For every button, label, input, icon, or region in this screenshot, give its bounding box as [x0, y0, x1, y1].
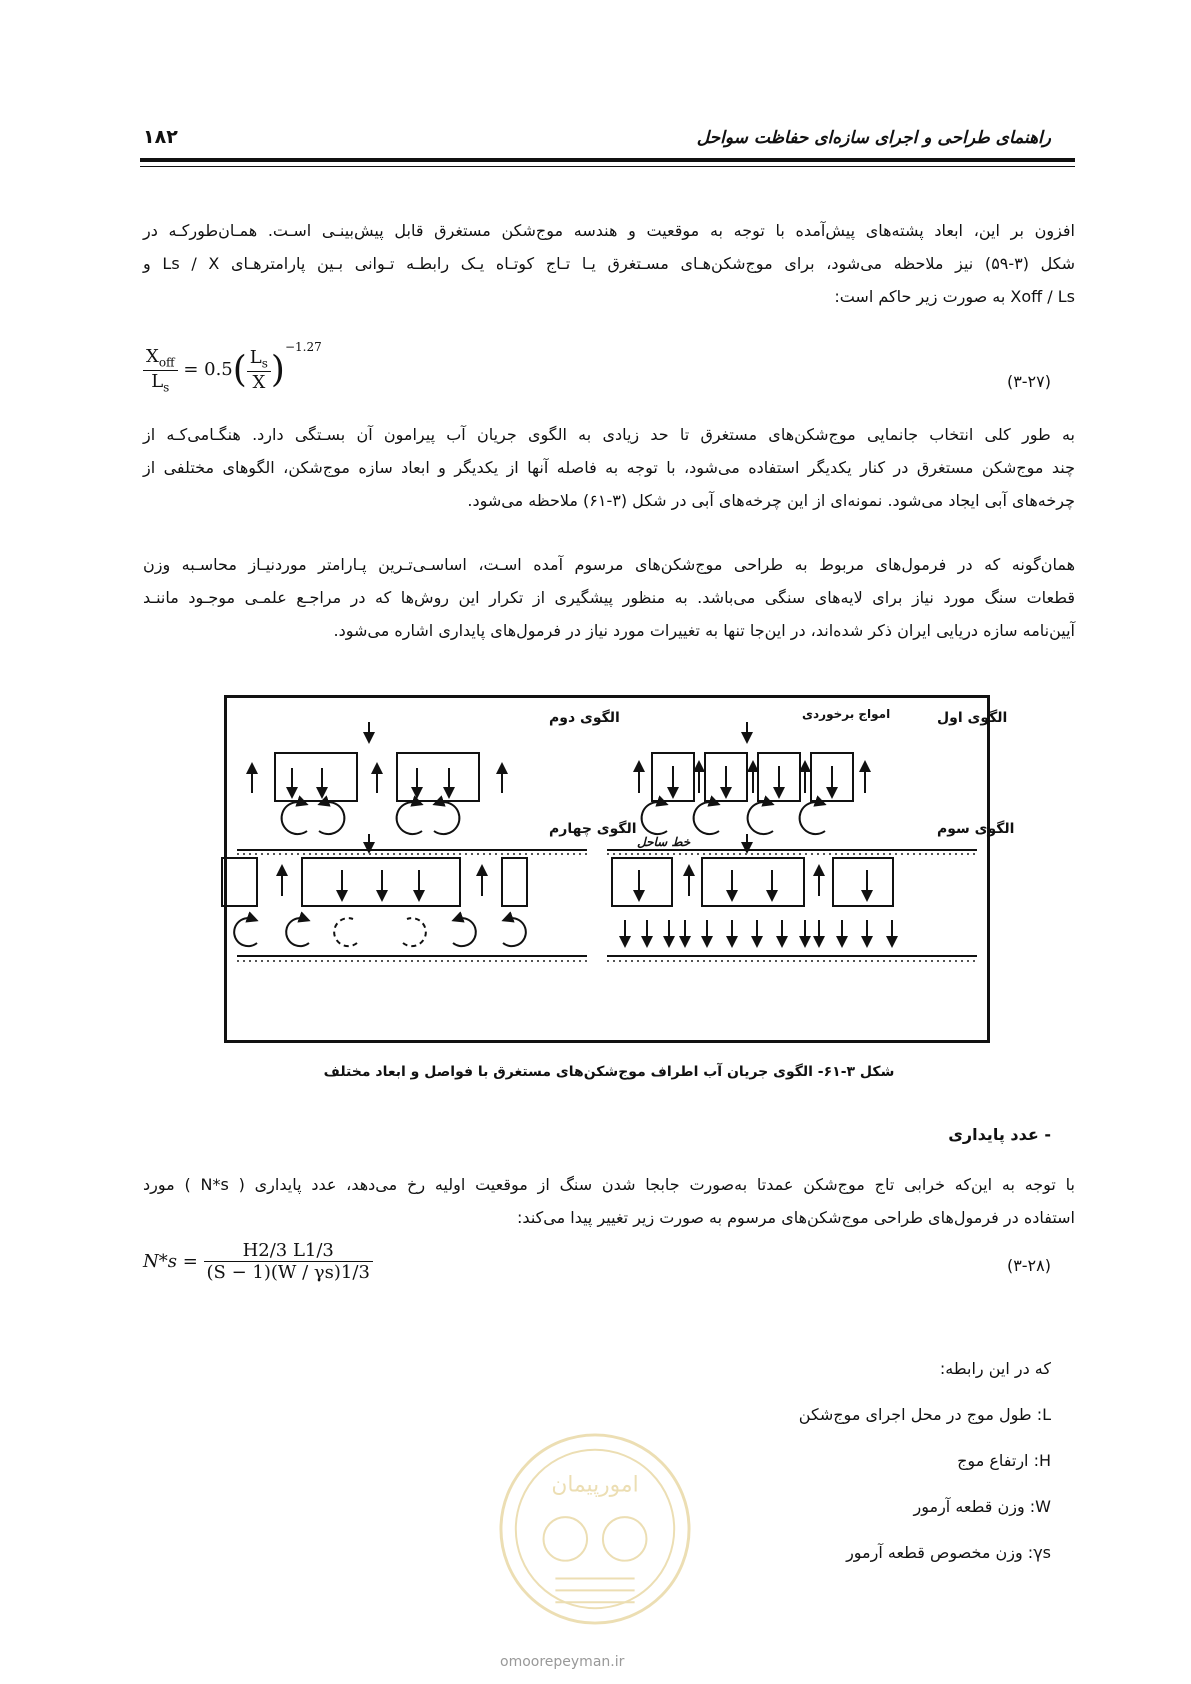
- paragraph-line: با توجه به این‌که خرابی تاج موج‌شکن عمدتا به‌صورت جابجا شدن سنگ از موقعیت اولیه رخ می‌دهد، عدد پایداری ( N*s ) مورد: [143, 1175, 1075, 1194]
- watermark-seal-icon: [496, 1430, 694, 1628]
- definitions-intro: که در این رابطه:: [939, 1359, 1051, 1378]
- equation-number: (۳-۲۷): [1006, 372, 1051, 391]
- definition-gamma: γs: وزن مخصوص قطعه آرمور: [846, 1543, 1051, 1562]
- running-title: راهنمای طراحی و اجرای سازه‌ای حفاظت سواحل: [696, 128, 1051, 148]
- section-heading: - عدد پایداری: [948, 1125, 1051, 1144]
- watermark-url: omoorepeyman.ir: [500, 1654, 625, 1670]
- variable-definitions: [799, 1346, 1051, 1576]
- paragraph-line: همان‌گونه که در فرمول‌های مربوط به طراحی موج‌شکن‌های مرسوم آمده اسـت، اساسـی‌تـرین پـارامتر موردنیـاز محاسـبه وزن: [143, 555, 1075, 574]
- paragraph-layout: [143, 418, 1075, 517]
- exponent: −1.27: [284, 340, 322, 354]
- paragraph-line: چرخه‌های آبی ایجاد می‌شود. نمونه‌ای از این چرخه‌های آبی در شکل (۳-۶۱) ملاحظه می‌شود.: [467, 491, 1075, 510]
- paragraph-line: افزون بر این، ابعاد پشته‌های پیش‌آمده با توجه به موقعیت و هندسه موج‌شکن مستغرق قابل پیش‌بینـی اسـت. همـان‌طورکـه در: [143, 221, 1075, 240]
- page-number: ۱۸۲: [143, 126, 178, 148]
- watermark-text: امورپیمان: [551, 1472, 639, 1498]
- equation-28: [143, 1240, 373, 1283]
- breakwater-block: [397, 753, 479, 801]
- label-pattern-2: الگوی دوم: [549, 710, 620, 726]
- definition-L: L: طول موج در محل اجرای موج‌شکن: [798, 1405, 1051, 1424]
- paragraph-line: آیین‌نامه سازه دریایی ایران ذکر شده‌اند، در این‌جا تنها به تغییرات مورد نیاز در فرمول‌های پایداری اشاره می‌شود.: [333, 621, 1075, 640]
- header-rule-thin: [140, 166, 1075, 167]
- downward-flow-arrows: [625, 920, 892, 942]
- flow-pattern-figure: [224, 695, 1015, 1043]
- definition-H: H: ارتفاع موج: [957, 1451, 1051, 1470]
- equation-27: $\frac{X_{off}}{L_s}$ = 0.5( $\frac{L_s}{X}$ )$^{-1.27}$: [143, 340, 322, 394]
- label-shoreline: خط ساحل: [637, 835, 691, 849]
- label-pattern-1: الگوی اول: [937, 710, 1008, 726]
- fraction-inner: $\frac{L_s}{X}$: [247, 347, 271, 393]
- header-rule-thick: [140, 158, 1075, 162]
- paragraph-line: شکل (۳-۵۹) نیز ملاحظه می‌شود، برای موج‌شکن‌هـای مسـتغرق یـا تـاج کوتـاه یـک رابطـه تـوانی بـین پارامترهـای Ls / X و: [143, 254, 1076, 273]
- paragraph-stability: [143, 548, 1075, 647]
- paragraph-intro: [143, 214, 1075, 313]
- paragraph-line: استفاده در فرمول‌های طراحی موج‌شکن‌های مرسوم به صورت زیر تغییر پیدا می‌کند:: [517, 1208, 1075, 1227]
- equation-lhs: N*s =: [143, 1251, 198, 1272]
- figure-caption: شکل ۳-۶۱- الگوی جریان آب اطراف موج‌شکن‌های مستغرق با فواصل و ابعاد مختلف: [323, 1064, 895, 1080]
- paragraph-line: قطعات سنگ مورد نیاز برای لایه‌های سنگی می‌باشد. به منظور پیشگیری از تکرار این روش‌ها که در مراجـع علمـی موجـود ماننـد: [143, 588, 1075, 607]
- figure-drawing: [227, 698, 1015, 1040]
- paragraph-line: چند موج‌شکن مستغرق در کنار یکدیگر استفاده می‌شود، با توجه به فاصله آنها از یکدیگر و ابعاد سازه موج‌شکن، الگوهای مختلفی از: [143, 458, 1075, 477]
- fraction-rhs: $\frac{H2/3 L1/3}{(S - 1)(W / \gamma s)1/3}$: [204, 1240, 373, 1283]
- definition-W: W: وزن قطعه آرمور: [913, 1497, 1051, 1516]
- fraction-lhs: $\frac{X_{off}}{L_s}$: [143, 346, 178, 394]
- paragraph-stability-number: [143, 1168, 1075, 1234]
- coefficient: = 0.5: [183, 359, 233, 380]
- label-incident-waves: امواج برخوردی: [802, 707, 891, 721]
- label-pattern-3: الگوی سوم: [937, 821, 1015, 837]
- breakwater-block: [275, 753, 357, 801]
- equation-number: (۳-۲۸): [1006, 1256, 1051, 1275]
- label-pattern-4: الگوی چهارم: [549, 821, 637, 837]
- paragraph-line: به طور کلی انتخاب جانمایی موج‌شکن‌های مستغرق تا حد زیادی به الگوی جریان آب پیرامون آن بسـتگی دارد. هنگـامی‌کـه از: [143, 425, 1075, 444]
- paragraph-line: Xoff / Ls به صورت زیر حاکم است:: [834, 287, 1075, 306]
